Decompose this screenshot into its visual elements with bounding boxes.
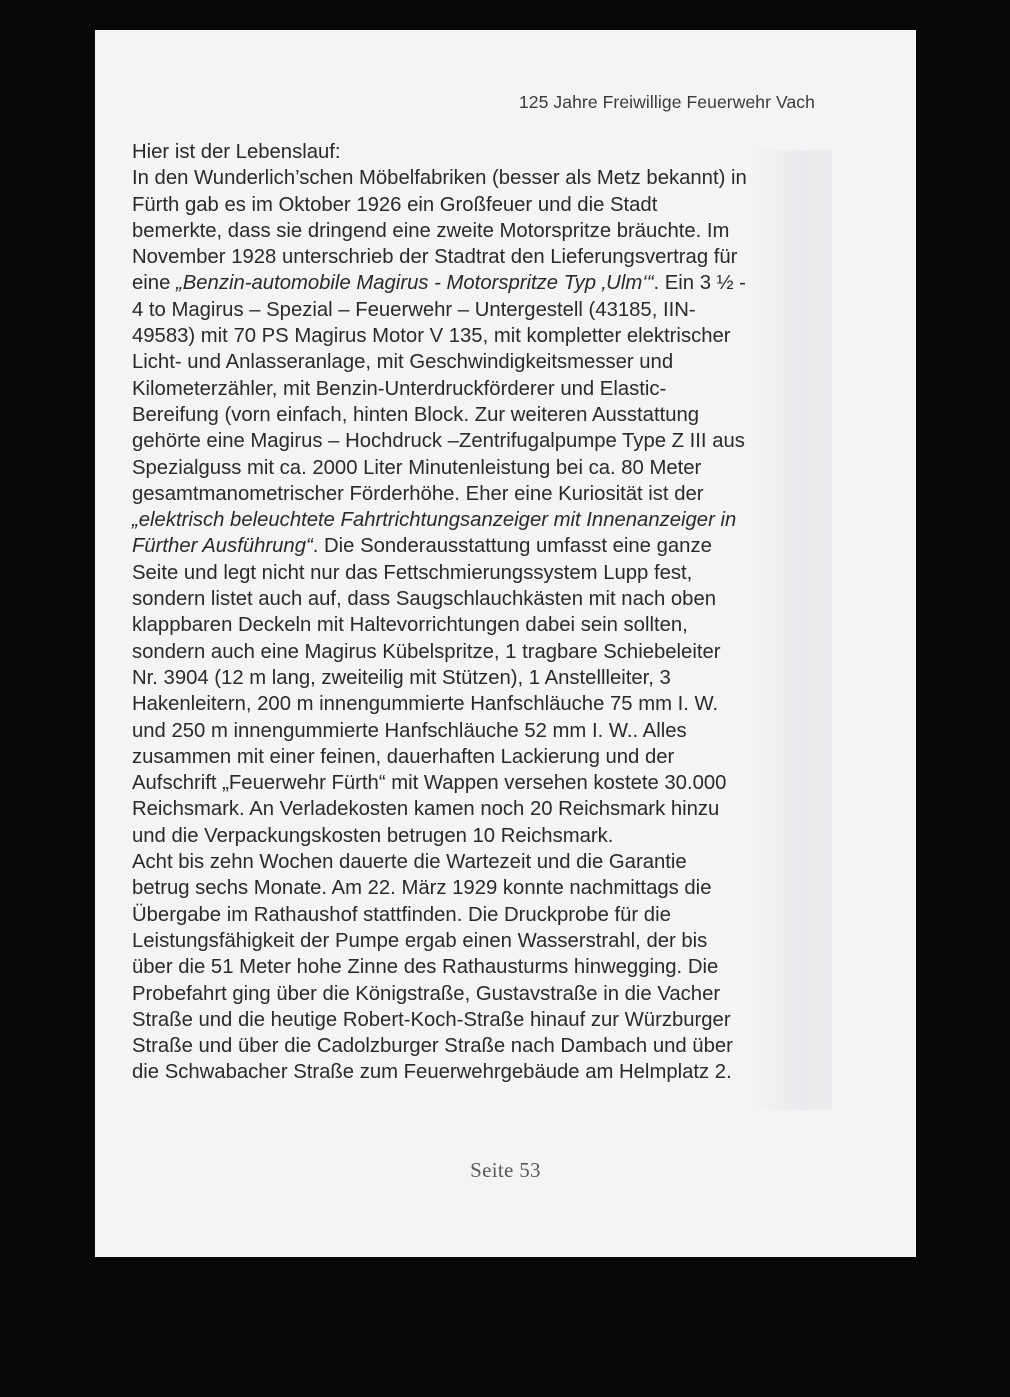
- italic-quote: „elektrisch beleuchtete Fahrtrichtungsanzeiger mit Innenanzeiger in: [132, 509, 737, 532]
- text-segment: . Die Sonderausstattung umfasst eine ganze: [312, 535, 712, 558]
- text-line: 49583) mit 70 PS Magirus Motor V 135, mit kompletter elektrischer: [132, 325, 731, 348]
- text-line: [132, 507, 832, 533]
- text-segment: . Ein 3 ½ -: [653, 272, 746, 295]
- text-line: [132, 270, 832, 296]
- text-line: über die 51 Meter hohe Zinne des Rathausturms hinwegging. Die: [132, 956, 719, 979]
- page-number: Seite 53: [470, 1158, 541, 1182]
- text-line: gehörte eine Magirus – Hochdruck –Zentrifugalpumpe Type Z III aus: [132, 430, 745, 453]
- text-line: sondern listet auch auf, dass Saugschlauchkästen mit nach oben: [132, 588, 717, 611]
- text-line: die Schwabacher Straße zum Feuerwehrgebäude am Helmplatz 2.: [132, 1061, 732, 1084]
- text-line: zusammen mit einer feinen, dauerhaften Lackierung und der: [132, 745, 675, 768]
- text-line: Probefahrt ging über die Königstraße, Gustavstraße in die Vacher: [132, 982, 721, 1005]
- body-text: [132, 139, 832, 1086]
- text-line: Seite und legt nicht nur das Fettschmierungssystem Lupp fest,: [132, 561, 693, 584]
- text-line: sondern auch eine Magirus Kübelspritze, 1 tragbare Schiebeleiter: [132, 640, 721, 663]
- text-line: November 1928 unterschrieb der Stadtrat den Lieferungsvertrag für: [132, 246, 738, 269]
- text-line: Spezialguss mit ca. 2000 Liter Minutenleistung bei ca. 80 Meter: [132, 456, 702, 479]
- text-line: Licht- und Anlasseranlage, mit Geschwindigkeitsmesser und: [132, 351, 674, 374]
- text-line: betrug sechs Monate. Am 22. März 1929 konnte nachmittags die: [132, 877, 712, 900]
- text-line: und 250 m innengummierte Hanfschläuche 52 mm I. W.. Alles: [132, 719, 687, 742]
- text-line: Aufschrift „Feuerwehr Fürth“ mit Wappen versehen kostete 30.000: [132, 772, 727, 795]
- italic-quote: „Benzin-automobile Magirus - Motorspritze Typ ‚Ulm‘“: [175, 272, 654, 295]
- text-line: bemerkte, dass sie dringend eine zweite Motorspritze bräuchte. Im: [132, 219, 730, 242]
- text-line: gesamtmanometrischer Förderhöhe. Eher eine Kuriosität ist der: [132, 482, 704, 505]
- text-line: Übergabe im Rathaushof stattfinden. Die Druckprobe für die: [132, 903, 671, 926]
- text-line: Bereifung (vorn einfach, hinten Block. Zur weiteren Ausstattung: [132, 403, 700, 426]
- running-header: 125 Jahre Freiwillige Feuerwehr Vach: [518, 92, 815, 112]
- text-line: Hier ist der Lebenslauf:: [132, 141, 341, 163]
- text-line: Leistungsfähigkeit der Pumpe ergab einen Wasserstrahl, der bis: [132, 929, 708, 952]
- italic-quote: Fürther Ausführung“: [132, 535, 313, 558]
- text-line: In den Wunderlich’schen Möbelfabriken (besser als Metz bekannt) in: [132, 167, 747, 190]
- text-line: Straße und die heutige Robert-Koch-Straße hinauf zur Würzburger: [132, 1008, 731, 1031]
- text-line: 4 to Magirus – Spezial – Feuerwehr – Untergestell (43185, IIN-: [132, 298, 696, 321]
- text-line: und die Verpackungskosten betrugen 10 Reichsmark.: [132, 824, 614, 847]
- text-line: Reichsmark. An Verladekosten kamen noch 20 Reichsmark hinzu: [132, 798, 720, 821]
- text-line: Fürth gab es im Oktober 1926 ein Großfeuer und die Stadt: [132, 193, 658, 216]
- text-line: Acht bis zehn Wochen dauerte die Wartezeit und die Garantie: [132, 851, 687, 874]
- text-segment: eine: [132, 272, 176, 295]
- book-page: [95, 30, 916, 1257]
- text-line: Hakenleitern, 200 m innengummierte Hanfschläuche 75 mm I. W.: [132, 693, 719, 716]
- text-line: klappbaren Deckeln mit Haltevorrichtungen dabei sein sollten,: [132, 614, 688, 637]
- text-line: Kilometerzähler, mit Benzin-Unterdruckförderer und Elastic-: [132, 377, 667, 400]
- text-line: Nr. 3904 (12 m lang, zweiteilig mit Stützen), 1 Anstellleiter, 3: [132, 666, 671, 689]
- text-line: [132, 533, 832, 559]
- text-line: Straße und über die Cadolzburger Straße nach Dambach und über: [132, 1035, 733, 1058]
